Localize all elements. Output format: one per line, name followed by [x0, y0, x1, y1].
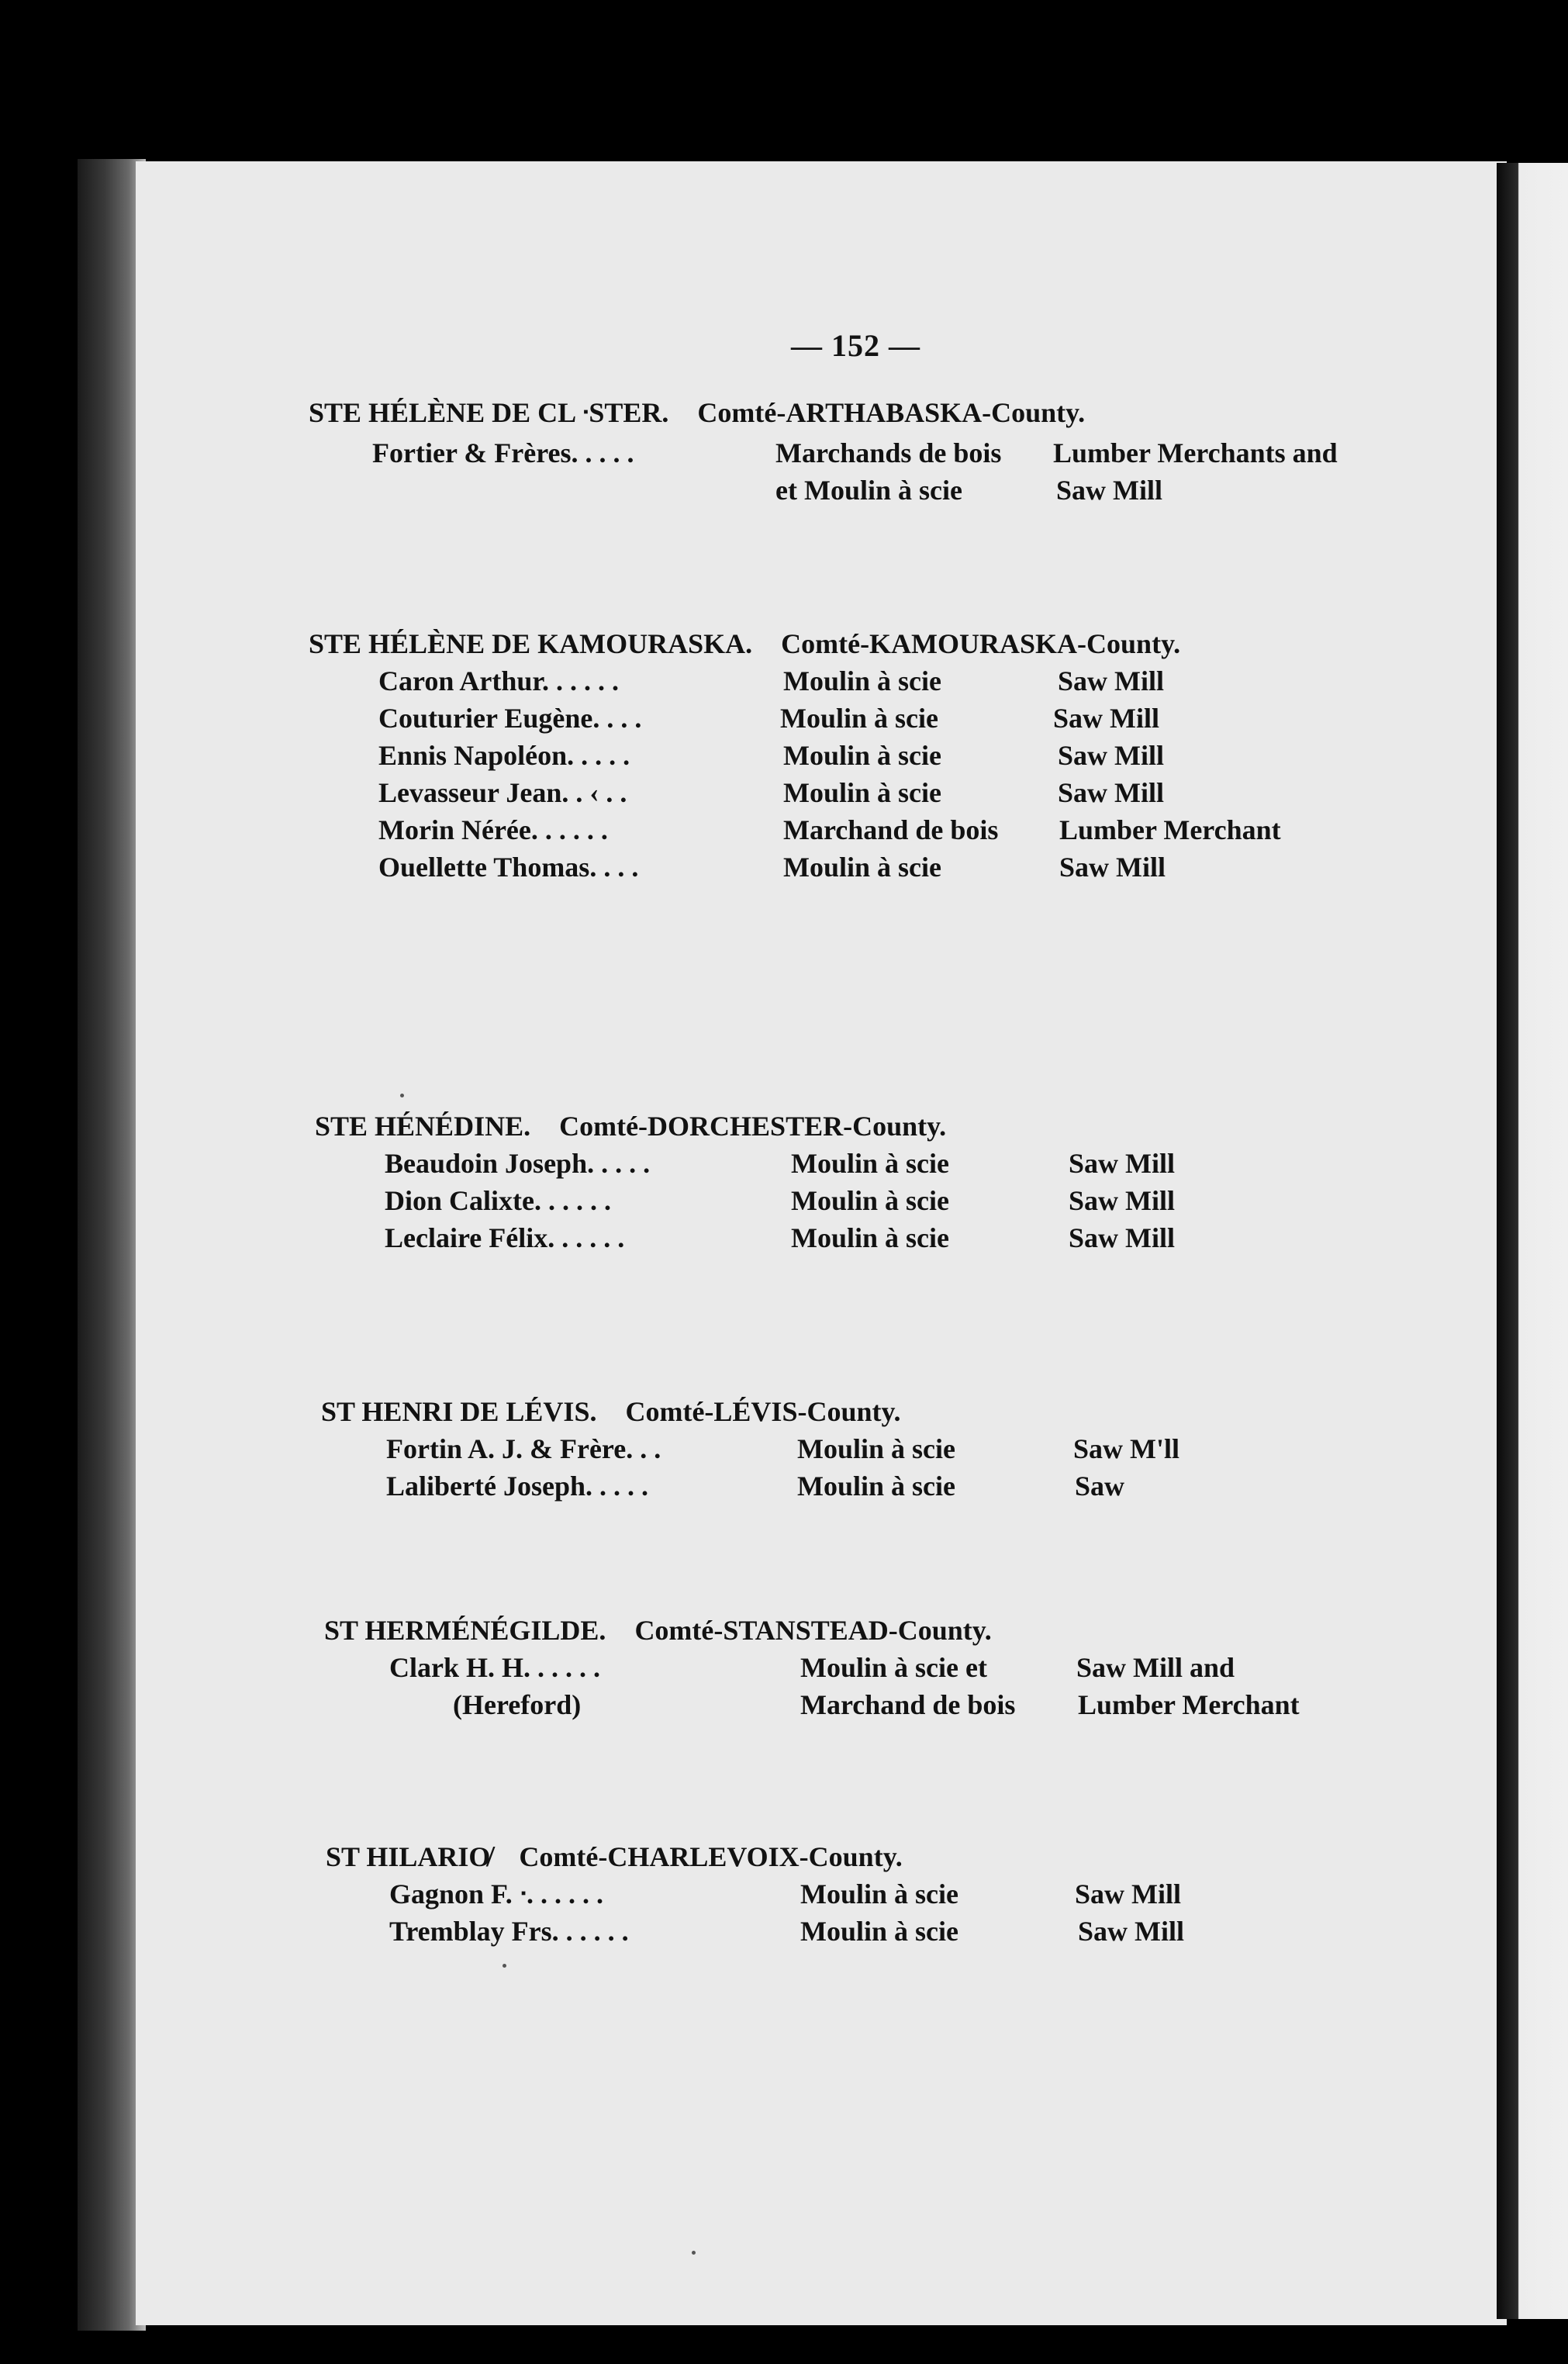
entry-name: (Hereford): [453, 1689, 582, 1720]
list-item: [309, 737, 1180, 774]
section-ste-henedine: [315, 1108, 1176, 1256]
section-ste-helene-de-kamouraska: [309, 625, 1281, 886]
entry-english: Saw Mill: [1058, 777, 1165, 808]
entry-french: Marchands de bois: [775, 437, 1002, 468]
county-name: Comté-CHARLEVOIX-County.: [519, 1841, 903, 1872]
entry-name: Couturier Eugène. . . .: [378, 703, 642, 734]
entry-name: Fortier & Frères. . . . .: [372, 437, 634, 468]
entry-english: Saw Mill: [1053, 703, 1160, 734]
entry-french: Moulin à scie: [783, 777, 941, 808]
entry-french: Marchand de bois: [783, 814, 999, 845]
entry-french: Moulin à scie: [797, 1433, 955, 1464]
entry-name: Fortin A. J. & Frère. . .: [386, 1433, 661, 1464]
entry-french: Moulin à scie: [783, 852, 941, 883]
entry-name: Caron Arthur. . . . . .: [378, 665, 620, 696]
section-heading: [309, 394, 1085, 431]
section-heading: [324, 1612, 992, 1649]
entry-english: Lumber Merchant: [1059, 814, 1281, 845]
place-name: ST HERMÉNÉGILDE.: [324, 1615, 606, 1646]
entry-french: Moulin à scie: [783, 665, 941, 696]
speck-mark: [400, 1094, 404, 1097]
entry-english: Saw Mill: [1059, 852, 1166, 883]
entry-name: Beaudoin Joseph. . . . .: [385, 1148, 651, 1179]
page-number: — 152 —: [791, 328, 920, 363]
section-st-henri-de-levis: [321, 1393, 1180, 1505]
entry-french: Moulin à scie: [797, 1471, 955, 1502]
entry-french: Moulin à scie et: [800, 1652, 987, 1683]
list-item: [309, 472, 1163, 509]
list-item: [309, 774, 1180, 811]
list-item: [321, 1467, 1125, 1505]
entry-name: Laliberté Joseph. . . . .: [386, 1471, 648, 1502]
place-name: ST HILARIO̸: [326, 1841, 491, 1872]
section-st-hermenegilde: [324, 1612, 1300, 1723]
entry-english: Saw Mill: [1058, 740, 1165, 771]
entry-name: Clark H. H. . . . . .: [389, 1652, 601, 1683]
entry-french: et Moulin à scie: [775, 475, 962, 506]
entry-english: Lumber Merchant: [1078, 1689, 1300, 1720]
county-name: Comté-KAMOURASKA-County.: [781, 628, 1181, 659]
list-item: [309, 662, 1180, 700]
list-item: [324, 1649, 1235, 1686]
entry-english: Lumber Merchants and: [1053, 437, 1338, 468]
entry-french: Moulin à scie: [791, 1222, 949, 1253]
entry-french: Moulin à scie: [800, 1916, 958, 1947]
list-item: [326, 1875, 1182, 1913]
entry-english: Saw Mill: [1069, 1148, 1176, 1179]
list-item: [309, 700, 1180, 737]
entry-name: Leclaire Félix. . . . . .: [385, 1222, 625, 1253]
entry-french: Moulin à scie: [783, 740, 941, 771]
list-item: [315, 1145, 1176, 1182]
section-heading: [326, 1838, 903, 1875]
place-name: STE HÉNÉDINE.: [315, 1111, 531, 1142]
place-name: STE HÉLÈNE DE KAMOURASKA.: [309, 628, 753, 659]
entry-name: Tremblay Frs. . . . . .: [389, 1916, 629, 1947]
list-item: [315, 1219, 1176, 1256]
section-heading: [321, 1393, 901, 1430]
entry-english: Saw Mill: [1069, 1222, 1176, 1253]
county-name: Comté-STANSTEAD-County.: [634, 1615, 992, 1646]
county-name: Comté-LÉVIS-County.: [625, 1396, 901, 1427]
facing-page-edge: [1497, 163, 1568, 2319]
entry-name: Morin Nérée. . . . . .: [378, 814, 608, 845]
place-name: ST HENRI DE LÉVIS.: [321, 1396, 597, 1427]
entry-english: Saw Mill: [1078, 1916, 1185, 1947]
list-item: [309, 434, 1338, 472]
entry-english: Saw Mill: [1058, 665, 1165, 696]
entry-french: Moulin à scie: [791, 1148, 949, 1179]
place-name: STE HÉLÈNE DE CL ᐧSTER.: [309, 397, 669, 428]
county-name: Comté-DORCHESTER-County.: [559, 1111, 947, 1142]
list-item: [326, 1913, 1185, 1950]
list-item: [309, 848, 1180, 886]
entry-english: Saw Mill: [1075, 1878, 1182, 1910]
entry-name: Levasseur Jean. . ‹ . .: [378, 777, 627, 808]
entry-name: Ennis Napoléon. . . . .: [378, 740, 630, 771]
entry-english: Saw Mill and: [1076, 1652, 1235, 1683]
entry-english: Saw M'll: [1073, 1433, 1180, 1464]
entry-name: Ouellette Thomas. . . .: [378, 852, 639, 883]
section-st-hilarion: [326, 1838, 1185, 1950]
entry-name: Dion Calixte. . . . . .: [385, 1185, 611, 1216]
entry-name: Gagnon F. ᐧ. . . . . .: [389, 1878, 603, 1910]
section-ste-helene-de-chester: [309, 394, 1338, 509]
entry-french: Marchand de bois: [800, 1689, 1016, 1720]
list-item: [315, 1182, 1176, 1219]
entry-english: Saw Mill: [1069, 1185, 1176, 1216]
entry-french: Moulin à scie: [780, 703, 938, 734]
list-item: [309, 811, 1281, 848]
entry-french: Moulin à scie: [800, 1878, 958, 1910]
entry-english: Saw: [1075, 1471, 1125, 1502]
speck-mark: [692, 2251, 696, 2255]
entry-french: Moulin à scie: [791, 1185, 949, 1216]
speck-mark: [503, 1964, 506, 1968]
list-item: [324, 1686, 1300, 1723]
list-item: [321, 1430, 1180, 1467]
entry-english: Saw Mill: [1056, 475, 1163, 506]
county-name: Comté-ARTHABASKA-County.: [697, 397, 1086, 428]
section-heading: [315, 1108, 946, 1145]
section-heading: [309, 625, 1180, 662]
